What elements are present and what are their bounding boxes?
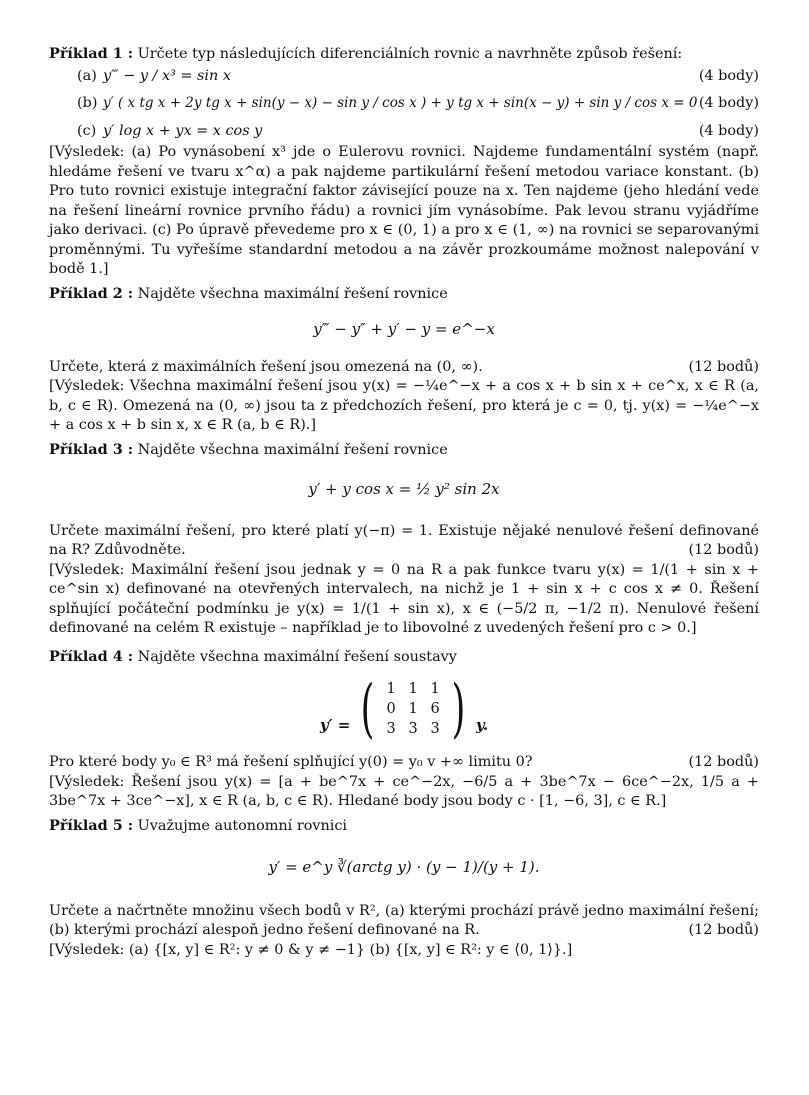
ex4-points: (12 bodů)	[688, 754, 759, 770]
ex1-item-a-eq: y‴ − y / x³ = sin x	[103, 67, 231, 84]
ex1-title: Příklad 1 :	[49, 45, 134, 62]
ex2-question-row	[49, 358, 759, 378]
ex1-intro: Určete typ následujících diferenciálních rovnic a navrhněte způsob řešení:	[137, 46, 683, 62]
matrix-cell: 0	[386, 701, 396, 717]
ex4-intro: Najděte všechna maximální řešení soustavy	[137, 648, 457, 665]
ex3-points: (12 bodů)	[688, 542, 759, 558]
matrix-cell: 1	[408, 701, 418, 717]
ex1-result: [Výsledek: (a) Po vynásobení x³ jde o Eulerovu rovnici. Najdeme fundamentální systém (např. hledáme řešení ve tvaru x^α) a pak najdeme partikulární řešení metodou variace konstant. (b) Pro tuto rovnici existuje integrační faktor závisející pouze na x. Ten najdeme (jeho hledání vede na řešení lineární rovnice prvního řádu) a rovnici jím vynásobíme. Pak levou stranu vyjádříme jako derivaci. (c) Po úpravě převedeme pro x ∈ (0, 1) a pro x ∈ (1, ∞) na rovnici se separovanými proměnnými. Tu vyřešíme standardní metodou a na závěr prozkoumáme možnost nalepování v bodě 1.]	[49, 144, 759, 277]
ex2-heading	[49, 284, 759, 305]
ex2-title: Příklad 2 :	[49, 284, 134, 302]
ex1-item-b-points: (4 body)	[698, 95, 759, 111]
ex4-title: Příklad 4 :	[49, 647, 134, 665]
ex1-item-a	[77, 67, 759, 87]
ex4-rhs: y.	[475, 716, 489, 734]
ex1-item-a-label: (a)	[77, 67, 97, 84]
matrix-cell: 6	[430, 701, 440, 717]
ex4-matrix-grid	[380, 679, 446, 739]
ex3-heading	[49, 440, 759, 461]
ex4-result: [Výsledek: Řešení jsou y(x) = [a + be^7x + ce^−2x, −6/5 a + 3be^7x − 6ce^−2x, 1/5 a + 3be^7x + 3ce^−x], x ∈ R (a, b, c ∈ R). Hledané body jsou body c · [1, −6, 3], c ∈ R.]	[49, 773, 759, 809]
ex1-item-c	[77, 122, 759, 142]
ex5-result: [Výsledek: (a) {[x, y] ∈ R²: y ≠ 0 & y ≠ −1} (b) {[x, y] ∈ R²: y ∈ ⟨0, 1⟩}.]	[49, 941, 573, 958]
ex3-equation: y′ + y cos x = ½ y² sin 2x	[308, 480, 500, 498]
ex1-item-a-points: (4 body)	[698, 67, 759, 84]
matrix-cell: 1	[408, 681, 418, 697]
ex4-question-row	[49, 753, 759, 773]
ex2-intro: Najděte všechna maximální řešení rovnice	[137, 285, 448, 302]
ex2-points: (12 bodů)	[688, 358, 759, 375]
ex4-matrix-right-paren: )	[451, 672, 466, 746]
matrix-cell: 1	[386, 681, 396, 697]
ex2-question: Určete, která z maximálních řešení jsou omezená na (0, ∞).	[49, 358, 483, 375]
ex2-result: [Výsledek: Všechna maximální řešení jsou y(x) = −¼e^−x + a cos x + b sin x + ce^x, x ∈ R (a, b, c ∈ R). Omezená na (0, ∞) jsou ta z předchozích řešení, pro která je c = 0, tj. y(x) = −¼e^−x + a cos x + b sin x, x ∈ R (a, b ∈ R).]	[49, 378, 759, 433]
ex4-matrix-left-paren: (	[360, 672, 375, 746]
ex1-item-c-label: (c)	[77, 122, 97, 139]
ex1-item-b-eq: y′ ( x tg x + 2y tg x + sin(y − x) − sin y / cos x ) + y tg x + sin(x − y) + sin y / cos x = 0	[103, 95, 698, 111]
ex1-item-c-points: (4 body)	[698, 122, 759, 139]
ex2-equation: y‴ − y″ + y′ − y = e^−x	[313, 320, 495, 338]
ex5-equation: y′ = e^y ∛(arctg y) · (y − 1)/(y + 1).	[268, 858, 540, 876]
ex3-title: Příklad 3 :	[49, 440, 134, 458]
ex5-intro: Uvažujme autonomní rovnici	[137, 817, 348, 834]
exam-page	[49, 44, 759, 960]
matrix-cell: 3	[408, 721, 418, 737]
ex4-lhs: y′ =	[319, 716, 351, 734]
ex4-heading	[49, 647, 759, 668]
ex1-item-b	[77, 94, 759, 114]
ex1-item-c-eq: y′ log x + yx = x cos y	[103, 122, 263, 139]
matrix-cell: 3	[386, 721, 396, 737]
matrix-cell: 3	[430, 721, 440, 737]
ex4-matrix	[355, 672, 471, 746]
ex5-heading	[49, 816, 759, 837]
ex5-title: Příklad 5 :	[49, 816, 134, 834]
ex5-points: (12 bodů)	[688, 922, 759, 938]
ex5-question: Určete a načrtněte množinu všech bodů v R², (a) kterými prochází právě jedno maximální řešení; (b) kterými prochází alespoň jedno řešení definované na R.	[49, 902, 759, 938]
ex3-question: Určete maximální řešení, pro které platí y(−π) = 1. Existuje nějaké nenulové řešení definované na R? Zdůvodněte.	[49, 522, 759, 558]
ex3-intro: Najděte všechna maximální řešení rovnice	[137, 441, 448, 458]
ex4-equation	[49, 672, 759, 746]
ex1-item-b-label: (b)	[77, 95, 98, 111]
matrix-cell: 1	[430, 681, 440, 697]
ex1-heading	[49, 44, 759, 65]
ex3-result: [Výsledek: Maximální řešení jsou jednak y = 0 na R a pak funkce tvaru y(x) = 1/(1 + sin x + ce^sin x) definované na otevřených intervalech, na nichž je 1 + sin x + c cos x ≠ 0. Řešení splňující počáteční podmínku je y(x) = 1/(1 + sin x), x ∈ (−5/2 π, −1/2 π). Nenulové řešení definované na celém R existuje – například je to libovolné z uvedených řešení pro c > 0.]	[49, 561, 759, 636]
ex4-question: Pro které body y₀ ∈ R³ má řešení splňující y(0) = y₀ v +∞ limitu 0?	[49, 754, 533, 770]
